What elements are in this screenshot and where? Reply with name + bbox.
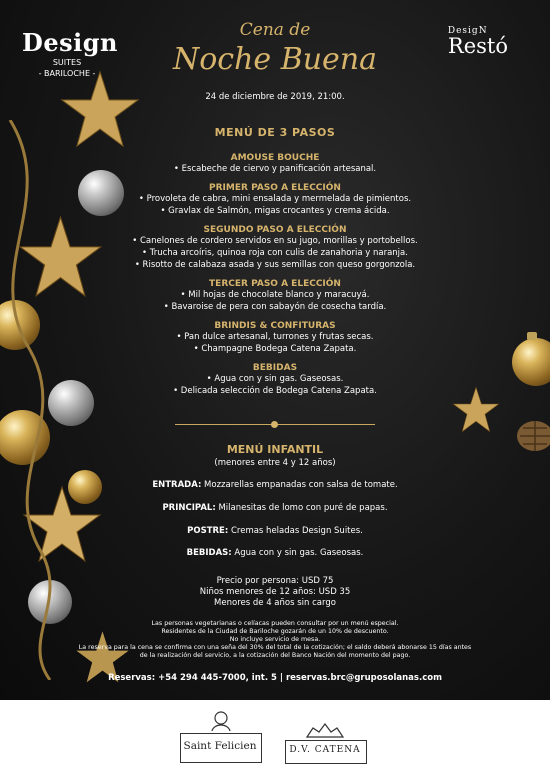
menu-section — [110, 363, 440, 397]
menu-section — [110, 183, 440, 217]
section-item: • Delicada selección de Bodega Catena Zapata. — [173, 386, 377, 396]
menu-section — [110, 225, 440, 271]
kids-line — [0, 548, 550, 558]
kids-line-text: Milanesitas de lomo con puré de papas. — [215, 503, 388, 513]
kids-line-label: ENTRADA: — [152, 480, 202, 490]
section-item: • Agua con y sin gas. Gaseosas. — [206, 374, 344, 384]
kids-line — [0, 503, 550, 513]
notes-block — [0, 620, 550, 660]
price-line: Menores de 4 años sin cargo — [214, 598, 336, 608]
section-heading: AMOUSE BOUCHE — [230, 153, 320, 163]
kids-line-text: Agua con y sin gas. Gaseosas. — [231, 548, 364, 558]
dv-catena-name: D.V. CATENA — [289, 745, 361, 755]
section-heading: BEBIDAS — [252, 363, 298, 373]
kids-line — [0, 526, 550, 536]
note-line: No incluye servicio de mesa. — [229, 636, 321, 643]
kids-menu-title: MENÚ INFANTIL — [226, 443, 324, 456]
price-line: Precio por persona: USD 75 — [216, 576, 334, 586]
section-item: • Escabeche de ciervo y panificación artesanal. — [173, 164, 377, 174]
logo-design-city: - BARILOCHE - — [38, 69, 96, 78]
section-heading: BRINDIS & CONFITURAS — [214, 321, 336, 331]
note-line: Residentes de la Ciudad de Bariloche gozarán de un 10% de descuento. — [161, 628, 389, 635]
note-line: de la realización del servicio, a la cotización del Banco Nación del momento del pago. — [139, 652, 411, 659]
section-item: • Pan dulce artesanal, turrones y frutas secas. — [176, 332, 374, 342]
note-line: La reserva para la cena se confirma con una seña del 30% del total de la cotización; el saldo deberá abonarse 15 días antes — [78, 644, 472, 651]
section-heading: PRIMER PASO A ELECCIÓN — [209, 183, 341, 193]
section-item: • Canelones de cordero servidos en su jugo, morillas y portobellos. — [132, 236, 418, 246]
menu-section — [110, 321, 440, 355]
saint-felicien-name: Saint Felicien — [183, 740, 257, 752]
title-script-top: Cena de — [239, 20, 311, 40]
note-line: Las personas vegetarianas o celíacas pueden consultar por un menú especial. — [151, 620, 399, 627]
kids-line-label: POSTRE: — [187, 526, 229, 536]
menu-title: MENÚ DE 3 PASOS — [214, 126, 336, 139]
section-heading: SEGUNDO PASO A ELECCIÓN — [203, 225, 347, 235]
kids-line-label: BEBIDAS: — [186, 548, 232, 558]
menu-section — [110, 279, 440, 313]
logo-design-suites: SUITES — [52, 58, 82, 67]
section-heading: TERCER PASO A ELECCIÓN — [209, 279, 341, 289]
logo-resto-name: Restó — [447, 34, 508, 58]
section-item: • Mil hojas de chocolate blanco y maracuyá. — [180, 290, 370, 300]
menu-block — [110, 126, 440, 405]
kids-menu-subtitle: (menores entre 4 y 12 años) — [214, 458, 336, 468]
prices-block — [0, 576, 550, 609]
saint-felicien-emblem-icon — [208, 710, 234, 732]
gold-star-decoration — [452, 386, 500, 434]
section-item: • Bavaroise de pera con sabayón de cosecha tardía. — [163, 302, 387, 312]
reservations-line: Reservas: +54 294 445-7000, int. 5 | reservas.brc@gruposolanas.com — [108, 673, 442, 683]
section-item: • Trucha arcoíris, quinoa roja con culis de zanahoria y naranja. — [142, 248, 408, 258]
kids-line-label: PRINCIPAL: — [162, 503, 216, 513]
kids-line — [0, 480, 550, 490]
kids-line-text: Mozzarellas empanadas con salsa de tomate. — [201, 480, 398, 490]
sponsor-footer — [0, 700, 550, 777]
event-date: 24 de diciembre de 2019, 21:00. — [205, 92, 345, 102]
kids-line-text: Cremas heladas Design Suites. — [228, 526, 363, 536]
logo-design-name: Design — [22, 28, 118, 57]
section-item: • Risotto de calabaza asada y sus semillas con queso gorgonzola. — [134, 260, 416, 270]
catena-winery-emblem-icon — [305, 722, 345, 738]
section-item: • Gravlax de Salmón, migas crocantes y crema ácida. — [160, 206, 390, 216]
section-item: • Champagne Bodega Catena Zapata. — [193, 344, 357, 354]
title-script-main: Noche Buena — [172, 42, 378, 77]
section-item: • Provoleta de cabra, mini ensalada y mermelada de pimientos. — [138, 194, 412, 204]
divider-ornament — [271, 421, 278, 428]
price-line: Niños menores de 12 años: USD 35 — [199, 587, 351, 597]
logo-resto-prefix: DesigN — [447, 26, 488, 36]
gold-ornament-decoration — [512, 338, 550, 386]
ornament-cap — [527, 332, 537, 340]
menu-section — [110, 153, 440, 175]
